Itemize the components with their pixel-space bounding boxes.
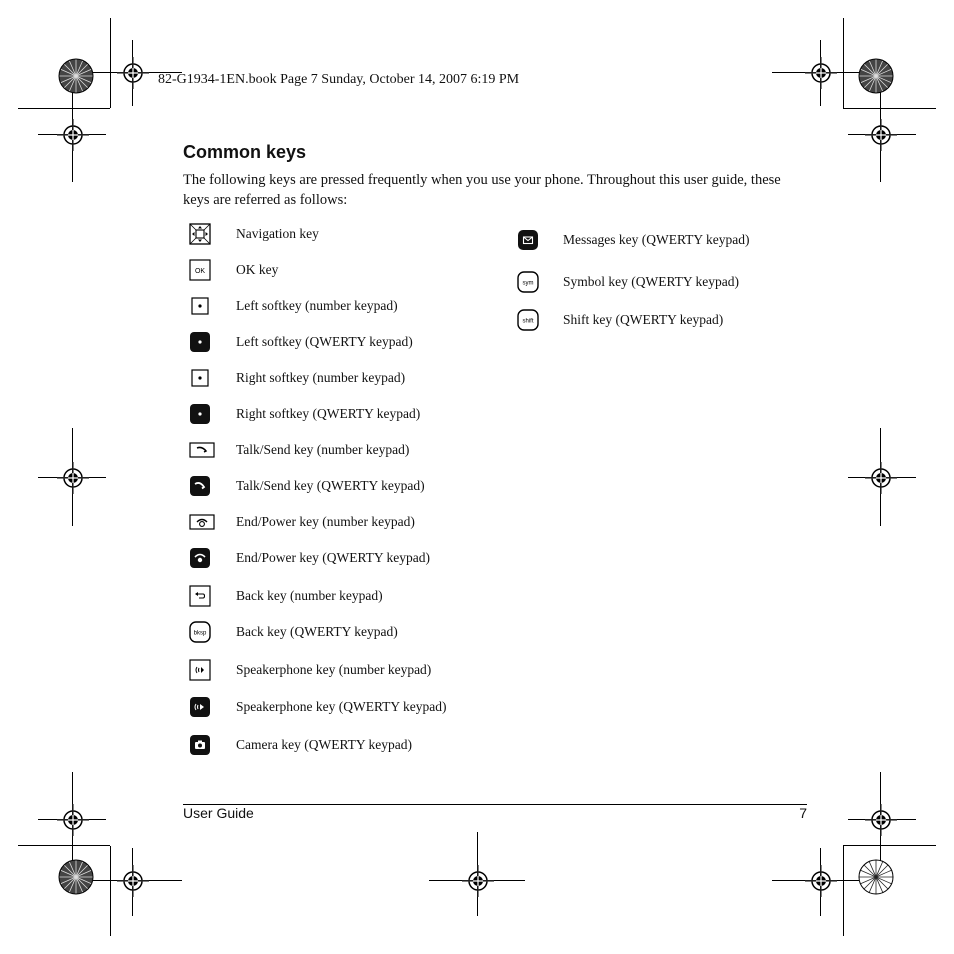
footer-rule	[183, 804, 807, 805]
back-qwerty-icon	[189, 621, 211, 643]
registration-target-icon	[462, 865, 494, 897]
right-softkey-qwerty-icon	[189, 403, 211, 425]
registration-target-icon	[57, 804, 89, 836]
registration-target-icon	[865, 462, 897, 494]
footer-title: User Guide	[183, 805, 254, 821]
key-label: Speakerphone key (number keypad)	[236, 662, 432, 677]
svg-text:shift: shift	[522, 318, 534, 325]
messages-qwerty-icon	[517, 229, 539, 251]
key-item-left-softkey-qwerty	[189, 329, 413, 355]
key-item-back-qwerty	[189, 619, 398, 645]
key-label: End/Power key (QWERTY keypad)	[236, 550, 431, 565]
key-item-right-softkey-number	[189, 365, 405, 391]
speakerphone-number-icon	[189, 659, 211, 681]
crop-mark	[18, 108, 110, 109]
key-item-back-number	[189, 583, 383, 609]
key-item-speakerphone-qwerty	[189, 694, 447, 720]
key-label: Speakerphone key (QWERTY keypad)	[236, 699, 447, 714]
key-item-talk-send-qwerty	[189, 473, 425, 499]
key-item-right-softkey-qwerty	[189, 401, 420, 427]
crop-mark	[843, 845, 936, 846]
key-item-symbol-qwerty	[517, 269, 739, 295]
color-sunburst-icon	[58, 58, 94, 94]
svg-text:OK: OK	[194, 268, 206, 275]
key-label: OK key	[236, 262, 279, 277]
registration-target-icon	[805, 865, 837, 897]
key-label: Camera key (QWERTY keypad)	[236, 737, 412, 752]
key-label: Left softkey (QWERTY keypad)	[236, 334, 413, 349]
key-item-navigation	[189, 221, 319, 247]
key-item-ok	[189, 257, 278, 283]
key-label: Left softkey (number keypad)	[236, 298, 398, 313]
color-sunburst-icon	[58, 859, 94, 895]
talk-send-number-icon	[189, 439, 215, 461]
registration-target-icon	[57, 119, 89, 151]
crop-mark	[110, 18, 111, 108]
registration-target-icon	[117, 57, 149, 89]
right-softkey-number-icon	[189, 367, 211, 389]
key-item-talk-send-number	[189, 437, 409, 463]
svg-text:sym: sym	[522, 280, 534, 287]
key-item-shift-qwerty	[517, 307, 723, 333]
left-softkey-qwerty-icon	[189, 331, 211, 353]
crop-mark	[843, 18, 844, 108]
key-label: Right softkey (number keypad)	[236, 370, 406, 385]
key-label: Messages key (QWERTY keypad)	[563, 232, 750, 247]
shift-qwerty-icon	[517, 309, 539, 331]
intro-paragraph: The following keys are pressed frequently when you use your phone. Throughout this user guide, these keys are referred as follows:	[183, 172, 781, 208]
crop-mark	[843, 846, 844, 936]
key-label: Talk/Send key (number keypad)	[236, 442, 410, 457]
registration-target-icon	[57, 462, 89, 494]
key-label: Symbol key (QWERTY keypad)	[563, 274, 740, 289]
registration-target-icon	[865, 119, 897, 151]
registration-target-icon	[805, 57, 837, 89]
left-softkey-number-icon	[189, 295, 211, 317]
camera-qwerty-icon	[189, 734, 211, 756]
key-label: Back key (QWERTY keypad)	[236, 624, 398, 639]
key-item-speakerphone-number	[189, 657, 431, 683]
print-slug: 82-G1934-1EN.book Page 7 Sunday, October 14, 2007 6:19 PM	[158, 72, 520, 87]
key-item-camera-qwerty	[189, 732, 412, 758]
key-item-left-softkey-number	[189, 293, 398, 319]
crop-mark	[18, 845, 110, 846]
talk-send-qwerty-icon	[189, 475, 211, 497]
navigation-key-icon	[189, 223, 211, 245]
key-label: End/Power key (number keypad)	[236, 514, 415, 529]
crop-mark	[110, 846, 111, 936]
speakerphone-qwerty-icon	[189, 696, 211, 718]
end-power-number-icon	[189, 511, 215, 533]
symbol-qwerty-icon	[517, 271, 539, 293]
key-label: Right softkey (QWERTY keypad)	[236, 406, 421, 421]
key-item-end-power-qwerty	[189, 545, 430, 571]
page-number: 7	[799, 805, 807, 821]
color-sunburst-icon	[858, 859, 894, 895]
back-number-icon	[189, 585, 211, 607]
key-label: Back key (number keypad)	[236, 588, 383, 603]
color-sunburst-icon	[858, 58, 894, 94]
section-title: Common keys	[183, 142, 307, 162]
registration-target-icon	[117, 865, 149, 897]
key-item-messages-qwerty	[517, 227, 750, 253]
key-label: Navigation key	[236, 226, 319, 241]
registration-target-icon	[865, 804, 897, 836]
svg-text:bksp: bksp	[193, 630, 207, 637]
key-item-end-power-number	[189, 509, 415, 535]
key-label: Shift key (QWERTY keypad)	[563, 312, 724, 327]
crop-mark	[843, 108, 936, 109]
key-label: Talk/Send key (QWERTY keypad)	[236, 478, 425, 493]
ok-key-icon	[189, 259, 211, 281]
end-power-qwerty-icon	[189, 547, 211, 569]
